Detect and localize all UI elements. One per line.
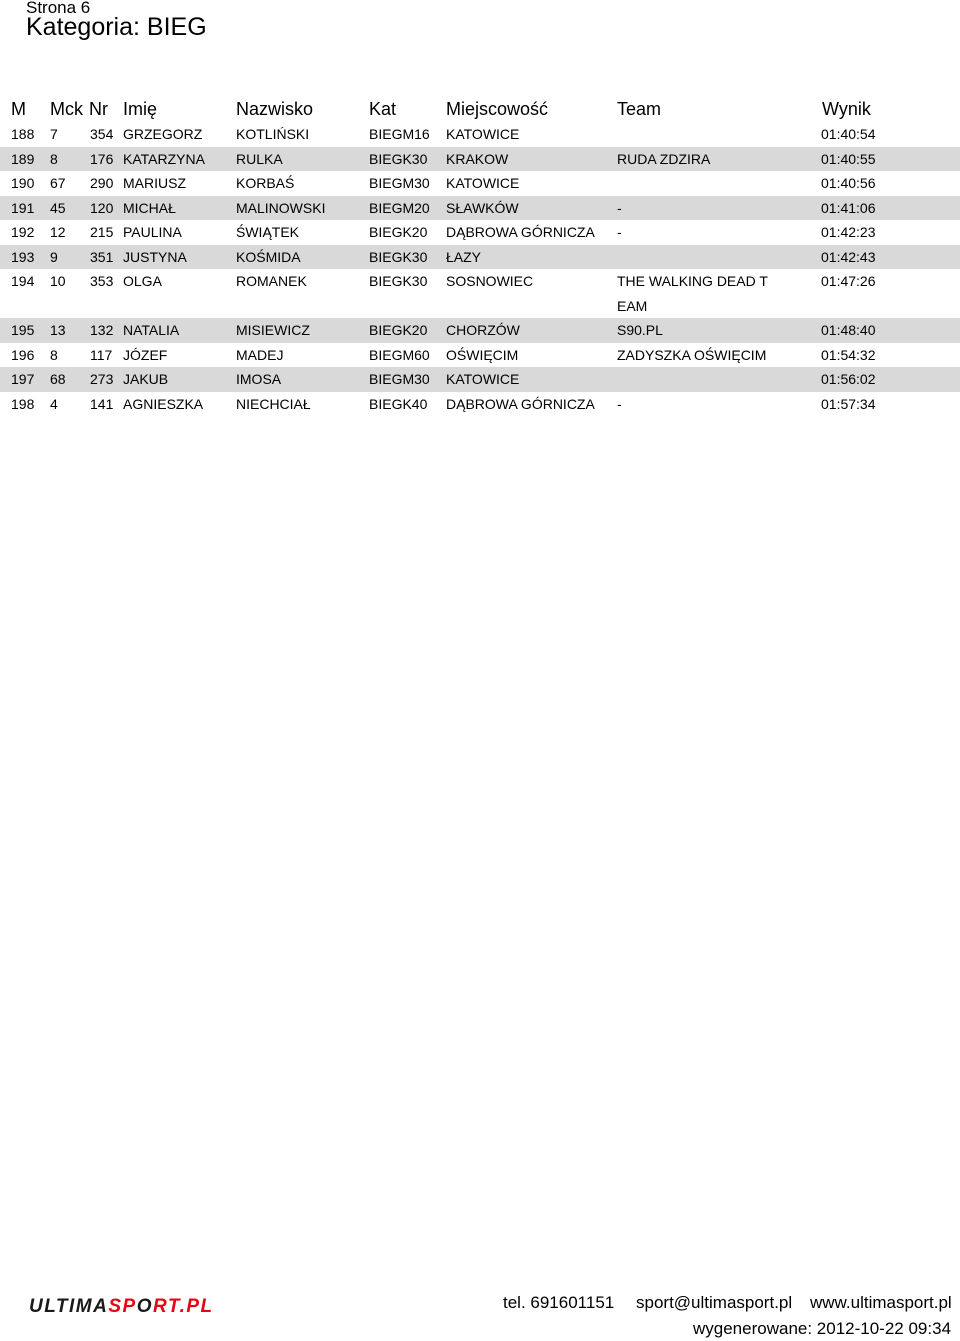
place-cell: 189 [11,150,35,167]
result-time-cell: 01:42:23 [821,224,876,240]
table-row [0,245,960,270]
category-cell: BIEGM30 [369,371,430,387]
category-cell: BIEGM60 [369,346,430,363]
first-name-cell: PAULINA [123,224,182,240]
last-name-cell: MALINOWSKI [236,199,326,216]
page-title: Kategoria: BIEG [26,13,207,41]
place-cell: 192 [11,224,35,240]
column-header-mck: Mck [50,99,83,119]
team-cell: S90.PL [617,322,663,338]
table-row [0,171,960,196]
category-place-cell: 13 [50,322,66,338]
bib-number-cell: 176 [90,150,114,167]
first-name-cell: KATARZYNA [123,150,205,167]
result-time-cell: 01:54:32 [821,346,876,363]
team-cell: ZADYSZKA OŚWIĘCIM [617,346,767,363]
bib-number-cell: 353 [90,273,114,289]
category-cell: BIEGK20 [369,322,428,338]
result-time-cell: 01:57:34 [821,395,876,412]
generated-timestamp: wygenerowane: 2012-10-22 09:34 [693,1319,952,1338]
city-cell: OŚWIĘCIM [446,346,519,363]
column-header-team: Team [617,99,662,119]
category-cell: BIEGM16 [369,126,430,142]
bib-number-cell: 354 [90,126,114,142]
column-header-m: M [11,99,26,119]
place-cell: 194 [11,273,35,289]
result-time-cell: 01:41:06 [821,199,876,216]
city-cell: KATOWICE [446,126,520,142]
first-name-cell: GRZEGORZ [123,126,203,142]
svg-text:ULTIMASPORT.PL: ULTIMASPORT.PL [29,1297,214,1315]
table-row [0,196,960,221]
bib-number-cell: 141 [90,395,114,412]
city-cell: SOSNOWIEC [446,273,534,289]
place-cell: 188 [11,126,35,142]
table-row [0,220,960,245]
column-header-nr: Nr [89,99,108,119]
city-cell: CHORZÓW [446,322,520,338]
place-cell: 191 [11,199,35,216]
result-time-cell: 01:40:54 [821,126,876,142]
page-footer [0,1290,960,1341]
result-time-cell: 01:47:26 [821,273,876,289]
bib-number-cell: 351 [90,248,114,265]
bib-number-cell: 132 [90,322,114,338]
category-place-cell: 8 [50,346,58,363]
category-cell: BIEGM20 [369,199,430,216]
footer-email[interactable]: sport@ultimasport.pl [636,1293,793,1312]
category-place-cell: 9 [50,248,58,265]
page-label: Strona 6 [26,0,91,17]
bib-number-cell: 120 [90,199,114,216]
last-name-cell: IMOSA [236,371,282,387]
result-time-cell: 01:40:55 [821,150,876,167]
first-name-cell: JÓZEF [123,346,168,363]
first-name-cell: AGNIESZKA [123,395,204,412]
column-header-city: Miejscowość [446,99,549,119]
column-header-result: Wynik [822,99,871,119]
category-place-cell: 4 [50,395,58,412]
last-name-cell: ROMANEK [236,273,307,289]
bib-number-cell: 215 [90,224,114,240]
first-name-cell: JUSTYNA [123,248,187,265]
footer-website[interactable]: www.ultimasport.pl [810,1293,952,1312]
table-row [0,269,960,318]
place-cell: 196 [11,346,35,363]
first-name-cell: MARIUSZ [123,175,186,191]
category-place-cell: 12 [50,224,66,240]
category-place-cell: 67 [50,175,66,191]
last-name-cell: KOTLIŃSKI [236,126,310,142]
category-place-cell: 7 [50,126,58,142]
place-cell: 193 [11,248,35,265]
city-cell: KATOWICE [446,371,520,387]
category-place-cell: 45 [50,199,66,216]
result-time-cell: 01:56:02 [821,371,876,387]
results-table [0,96,960,416]
column-header-category: Kat [369,99,397,119]
first-name-cell: MICHAŁ [123,199,176,216]
last-name-cell: NIECHCIAŁ [236,395,311,412]
result-time-cell: 01:42:43 [821,248,876,265]
table-row [0,318,960,343]
result-time-cell: 01:48:40 [821,322,876,338]
last-name-cell: MISIEWICZ [236,322,310,338]
category-place-cell: 10 [50,273,66,289]
column-header-last-name: Nazwisko [236,99,314,119]
last-name-cell: KOŚMIDA [236,248,301,265]
team-cell: - [617,224,622,240]
city-cell: KRAKOW [446,150,509,167]
team-cell: - [617,199,622,216]
category-cell: BIEGK30 [369,150,428,167]
bib-number-cell: 273 [90,371,114,387]
city-cell: DĄBROWA GÓRNICZA [446,395,595,412]
place-cell: 190 [11,175,35,191]
team-cell: RUDA ZDZIRA [617,150,711,167]
result-time-cell: 01:40:56 [821,175,876,191]
last-name-cell: ŚWIĄTEK [236,224,300,240]
table-row [0,392,960,417]
first-name-cell: JAKUB [123,371,169,387]
category-cell: BIEGK30 [369,248,428,265]
bib-number-cell: 117 [90,346,113,363]
table-header [0,96,960,122]
bib-number-cell: 290 [90,175,114,191]
footer-phone: tel. 691601151 [503,1293,615,1312]
table-row [0,122,960,147]
ultimasport-logo [29,1297,267,1315]
team-cell: THE WALKING DEAD TEAM [617,273,768,314]
first-name-cell: NATALIA [123,322,180,338]
place-cell: 198 [11,395,35,412]
category-cell: BIEGK30 [369,273,428,289]
city-cell: KATOWICE [446,175,520,191]
column-header-first-name: Imię [123,99,158,119]
category-cell: BIEGM30 [369,175,430,191]
place-cell: 197 [11,371,35,387]
last-name-cell: KORBAŚ [236,175,295,191]
last-name-cell: MADEJ [236,346,284,363]
city-cell: ŁAZY [446,248,482,265]
place-cell: 195 [11,322,35,338]
table-row [0,367,960,392]
category-place-cell: 68 [50,371,66,387]
category-place-cell: 8 [50,150,58,167]
city-cell: DĄBROWA GÓRNICZA [446,224,595,240]
category-cell: BIEGK20 [369,224,428,240]
city-cell: SŁAWKÓW [446,199,519,216]
team-cell: - [617,395,622,412]
category-cell: BIEGK40 [369,395,428,412]
first-name-cell: OLGA [123,273,162,289]
last-name-cell: RULKA [236,150,283,167]
table-row [0,147,960,172]
table-row [0,343,960,368]
